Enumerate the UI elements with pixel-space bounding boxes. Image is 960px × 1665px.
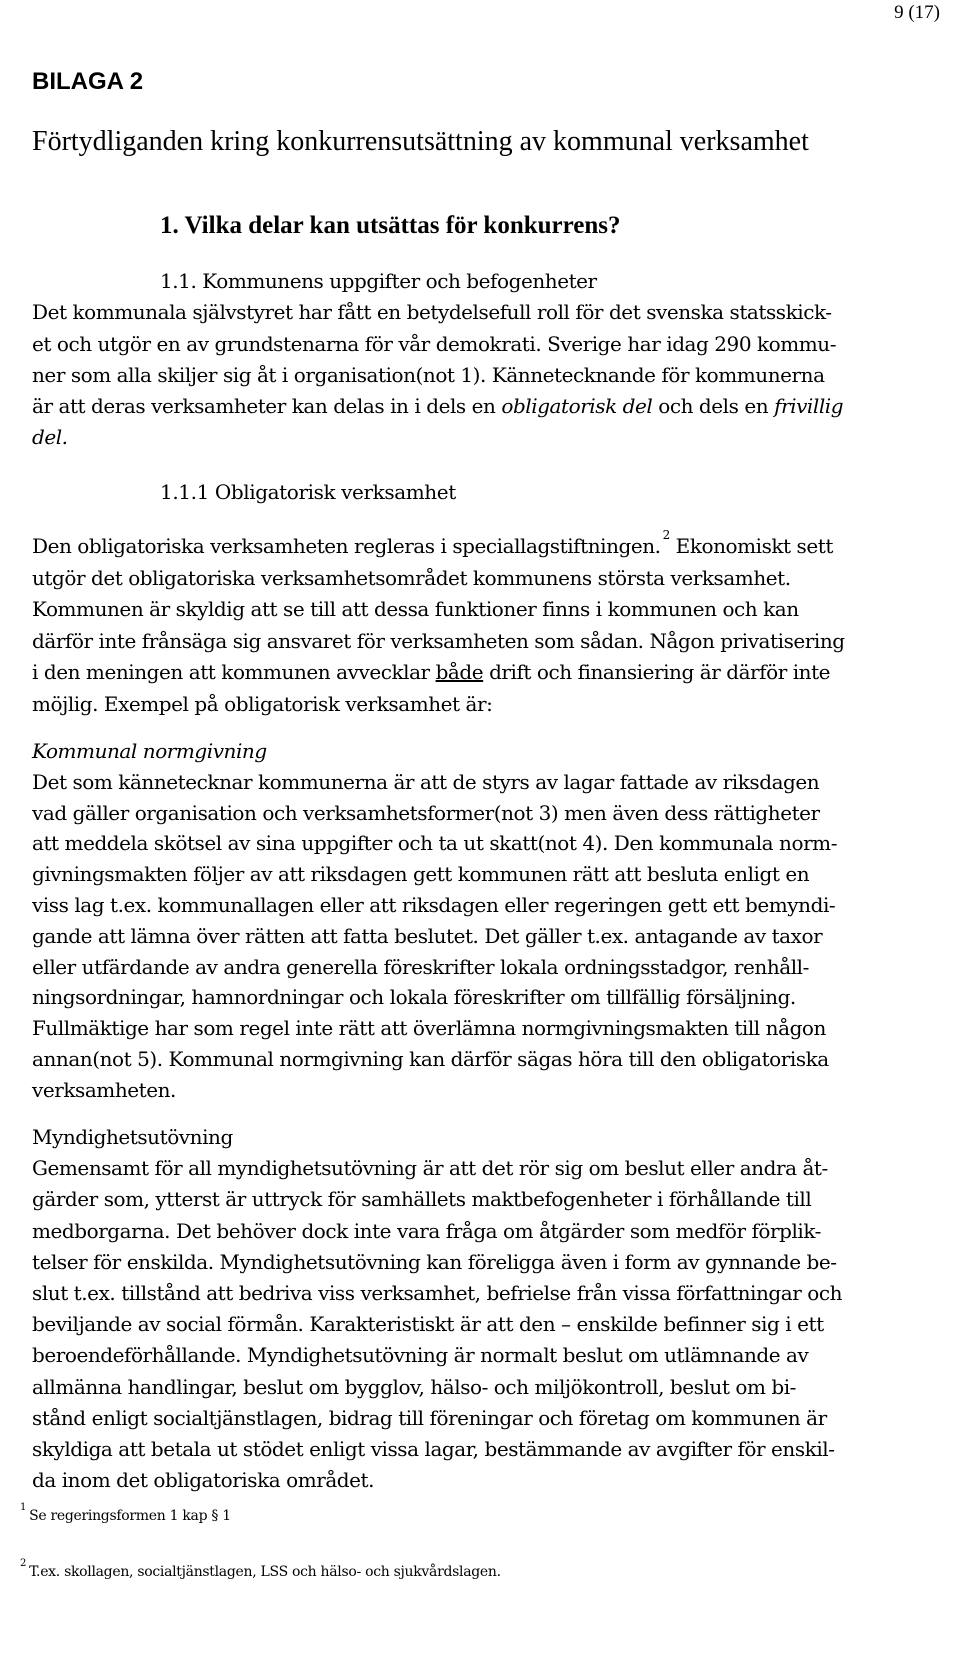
document-title: Förtydliganden kring konkurrensutsättning av kommunal verksamhet	[32, 126, 809, 157]
paragraph-line: telser för enskilda. Myndighetsutövning kan föreligga även i form av gynnande be-	[32, 1249, 837, 1274]
normgivning-heading	[32, 736, 932, 767]
paragraph-line: Kommunen är skyldig att se till att dessa funktioner finns i kommunen och kan	[32, 597, 799, 621]
paragraph-line	[32, 528, 932, 563]
paragraph-line: ningsordningar, hamnordningar och lokala föreskrifter om tillfällig försäljning.	[32, 985, 796, 1010]
paragraph-line: da inom det obligatoriska området.	[32, 1468, 375, 1493]
paragraph-line	[32, 657, 932, 689]
section-heading-1-1: 1.1. Kommunens uppgifter och befogenheter	[160, 269, 597, 293]
paragraph-line: verksamheten.	[32, 1077, 176, 1102]
myndighet-heading: Myndighetsutövning	[32, 1125, 233, 1149]
paragraph-line: et och utgör en av grundstenarna för vår demokrati. Sverige har idag 290 kommu-	[32, 331, 837, 356]
footnote-number: 1	[20, 1502, 27, 1513]
paragraph-line: beviljande av social förmån. Karakteristiskt är att den – enskilde befinner sig i ett	[32, 1312, 824, 1337]
page-number: 9 (17)	[894, 2, 940, 23]
text-run: Ekonomiskt sett	[669, 534, 833, 558]
footnote-text: Se regeringsformen 1 kap § 1	[29, 1508, 231, 1524]
paragraph-line: stånd enligt socialtjänstlagen, bidrag till föreningar och företag om kommunen är	[32, 1405, 827, 1430]
footnote-ref[interactable]: 2	[662, 528, 670, 542]
paragraph-line: därför inte frånsäga sig ansvaret för verksamheten som sådan. Någon privatisering	[32, 628, 845, 653]
footnote-1	[20, 1502, 920, 1524]
paragraph-line: Det kommunala självstyret har fått en betydelsefull roll för det svenska statsskick-	[32, 300, 832, 325]
paragraph-line: allmänna handlingar, beslut om bygglov, hälso- och miljökontroll, beslut om bi-	[32, 1374, 796, 1399]
text-run: i den meningen att kommunen avvecklar	[32, 660, 436, 684]
paragraph-line: Fullmäktige har som regel inte rätt att överlämna normgivningsmakten till någon	[32, 1016, 826, 1041]
italic-term-obligatorisk: obligatorisk del	[501, 394, 653, 419]
footnote-2	[20, 1558, 920, 1580]
paragraph-line: gande att lämna över rätten att fatta beslutet. Det gäller t.ex. antagande av taxor	[32, 923, 823, 948]
paragraph-line: medborgarna. Det behöver dock inte vara fråga om åtgärder som medför förplik-	[32, 1218, 821, 1243]
footnote-text: T.ex. skollagen, socialtjänstlagen, LSS och hälso- och sjukvårdslagen.	[29, 1564, 501, 1580]
underlined-word: både	[435, 660, 484, 684]
paragraph-line: viss lag t.ex. kommunallagen eller att riksdagen eller regeringen gett ett bemyndi-	[32, 892, 836, 917]
paragraph-line: skyldiga att betala ut stödet enligt vissa lagar, bestämmande av avgifter för enskil-	[32, 1437, 835, 1462]
text-run: och dels en	[652, 394, 775, 419]
myndighet-section	[32, 1122, 932, 1496]
normgivning-section	[32, 736, 932, 1106]
paragraph-line: Det som kännetecknar kommunerna är att de styrs av lagar fattade av riksdagen	[32, 769, 820, 794]
paragraph-line: att meddela skötsel av sina uppgifter och ta ut skatt(not 4). Den kommunala norm-	[32, 831, 838, 856]
paragraph-line: slut t.ex. tillstånd att bedriva viss verksamhet, befrielse från vissa författningar och	[32, 1281, 843, 1306]
italic-term-del: del.	[32, 425, 68, 450]
normgivning-heading-text: Kommunal normgivning	[32, 739, 267, 763]
paragraph-line: beroendeförhållande. Myndighetsutövning är normalt beslut om utlämnande av	[32, 1343, 809, 1368]
paragraph-line: ner som alla skiljer sig åt i organisation(not 1). Kännetecknande för kommunerna	[32, 362, 825, 387]
paragraph-line: annan(not 5). Kommunal normgivning kan därför sägas höra till den obligatoriska	[32, 1046, 829, 1071]
text-run: är att deras verksamheter kan delas in i dels en	[32, 394, 502, 419]
paragraph-line: utgör det obligatoriska verksamhetsområdet kommunens största verksamhet.	[32, 565, 791, 590]
section-heading-1: 1. Vilka delar kan utsättas för konkurrens?	[160, 212, 621, 239]
section-heading-1-1-1: 1.1.1 Obligatorisk verksamhet	[160, 480, 456, 504]
paragraph-line: gärder som, ytterst är uttryck för samhällets maktbefogenheter i förhållande till	[32, 1187, 812, 1212]
paragraph-line: vad gäller organisation och verksamhetsformer(not 3) men även dess rättigheter	[32, 800, 820, 825]
paragraph-line	[32, 422, 932, 453]
paragraph-line: Gemensamt för all myndighetsutövning är att det rör sig om beslut eller andra åt-	[32, 1156, 828, 1181]
section-1-1-1-body	[32, 528, 932, 720]
italic-term-frivillig: frivillig	[774, 394, 844, 419]
footnote-number: 2	[20, 1558, 27, 1569]
paragraph-line	[32, 391, 932, 422]
paragraph-line: eller utfärdande av andra generella föreskrifter lokala ordningsstadgor, renhåll-	[32, 954, 809, 979]
text-run: drift och finansiering är därför inte	[483, 660, 831, 684]
appendix-label: BILAGA 2	[32, 68, 144, 95]
text-run: Den obligatoriska verksamheten regleras i speciallagstiftningen.	[32, 534, 661, 558]
paragraph-line: möjlig. Exempel på obligatorisk verksamhet är:	[32, 691, 493, 716]
section-1-1	[32, 266, 932, 454]
paragraph-line: givningsmakten följer av att riksdagen gett kommunen rätt att besluta enligt en	[32, 862, 810, 887]
